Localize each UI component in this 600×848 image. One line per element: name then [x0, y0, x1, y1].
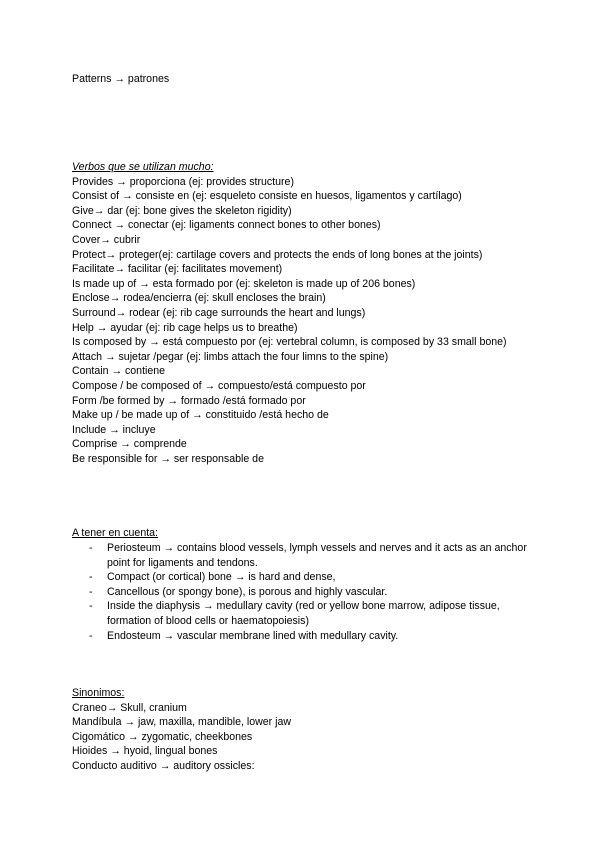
tener-heading: A tener en cuenta: — [72, 527, 158, 539]
list-item — [72, 629, 532, 644]
list-item-text: Inside the diaphysis → medullary cavity (red or yellow bone marrow, adipose tissue, formation of blood cells or haematopoiesis) — [107, 600, 500, 627]
list-item-text: Cancellous (or spongy bone), is porous and highly vascular. — [107, 585, 388, 598]
list-item: Is made up of → esta formado por (ej: skeleton is made up of 206 bones) — [72, 277, 416, 290]
list-item: Give→ dar (ej: bone gives the skeleton rigidity) — [72, 204, 292, 217]
list-item: Form /be formed by → formado /está formado por — [72, 394, 306, 407]
list-item: Cigomático → zygomatic, cheekbones — [72, 730, 253, 743]
list-item-text: Periosteum → contains blood vessels, lymph vessels and nerves and it acts as an anchor point for ligaments and tendons. — [107, 542, 527, 569]
list-item: Surround→ rodear (ej: rib cage surrounds the heart and lungs) — [72, 306, 366, 319]
bullet-marker: - — [89, 571, 93, 584]
list-item: Include → incluye — [72, 423, 156, 436]
list-item: Conducto auditivo → auditory ossicles: — [72, 759, 255, 772]
list-item: Make up / be made up of → constituido /está hecho de — [72, 409, 329, 422]
verbos-heading: Verbos que se utilizan mucho: — [72, 161, 214, 173]
bullet-marker: - — [89, 585, 93, 598]
list-item-text: Compact (or cortical) bone → is hard and dense, — [107, 571, 336, 584]
list-item: Help → ayudar (ej: rib cage helps us to breathe) — [72, 321, 298, 334]
bullet-marker: - — [89, 629, 93, 642]
list-item: Compose / be composed of → compuesto/está compuesto por — [72, 379, 366, 392]
verbos-list — [72, 175, 507, 467]
list-item — [72, 541, 532, 570]
list-item: Contain → contiene — [72, 365, 166, 378]
bullet-marker: - — [89, 542, 93, 554]
list-item: Attach → sujetar /pegar (ej: limbs attach the four limns to the spine) — [72, 350, 389, 363]
list-item: Connect → conectar (ej: ligaments connect bones to other bones) — [72, 219, 381, 232]
list-item: Craneo→ Skull, cranium — [72, 701, 187, 714]
list-item — [72, 599, 532, 628]
list-item — [72, 585, 532, 600]
bullet-marker: - — [89, 600, 93, 613]
list-item: Facilitate→ facilitar (ej: facilitates movement) — [72, 263, 283, 276]
list-item: Comprise → comprende — [72, 438, 187, 451]
list-item: Provides → proporciona (ej: provides structure) — [72, 175, 294, 188]
list-item: Be responsible for → ser responsable de — [72, 452, 264, 465]
list-item — [72, 570, 532, 585]
list-item: Protect→ proteger(ej: cartilage covers and protects the ends of long bones at the joints) — [72, 248, 483, 261]
list-item: Cover→ cubrir — [72, 233, 141, 246]
tener-list — [72, 541, 532, 643]
list-item: Mandíbula → jaw, maxilla, mandible, lower jaw — [72, 716, 292, 729]
list-item: Is composed by → está compuesto por (ej: vertebral column, is composed by 33 small bone) — [72, 336, 507, 349]
sinonimos-list — [72, 701, 291, 774]
list-item: Hioides → hyoid, lingual bones — [72, 745, 218, 758]
patterns-line: Patterns → patrones — [72, 73, 170, 85]
list-item: Consist of → consiste en (ej: esqueleto consiste en huesos, ligamentos y cartílago) — [72, 190, 462, 203]
list-item-text: Endosteum → vascular membrane lined with medullary cavity. — [107, 629, 399, 642]
list-item: Enclose→ rodea/encierra (ej: skull encloses the brain) — [72, 292, 326, 305]
sinonimos-heading: Sinonimos: — [72, 687, 125, 699]
